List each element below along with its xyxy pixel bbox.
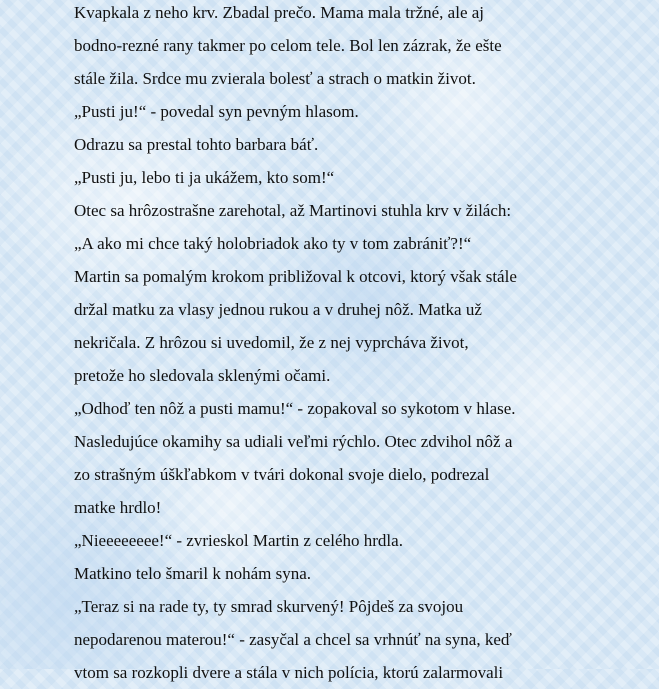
text-line: Martin sa pomalým krokom približoval k otcovi, ktorý však stále <box>74 267 517 286</box>
story-text <box>74 0 654 689</box>
text-line: „Odhoď ten nôž a pusti mamu!“ - zopakoval so sykotom v hlase. <box>74 399 516 418</box>
text-line: bodno-rezné rany takmer po celom tele. Bol len zázrak, že ešte <box>74 36 502 55</box>
text-line: zo strašným úškľabkom v tvári dokonal svoje dielo, podrezal <box>74 465 490 484</box>
text-line: „Pusti ju!“ - povedal syn pevným hlasom. <box>74 102 359 121</box>
text-line: matke hrdlo! <box>74 498 162 517</box>
text-line: „Nieeeeeeee!“ - zvrieskol Martin z celého hrdla. <box>74 531 403 550</box>
text-line: „Pusti ju, lebo ti ja ukážem, kto som!“ <box>74 168 335 187</box>
text-line: Matkino telo šmaril k nohám syna. <box>74 564 312 583</box>
text-line: Kvapkala z neho krv. Zbadal prečo. Mama mala tržné, ale aj <box>74 3 485 22</box>
text-line: „A ako mi chce taký holobriadok ako ty v tom zabrániť?!“ <box>74 234 472 253</box>
text-line: Otec sa hrôzostrašne zarehotal, až Martinovi stuhla krv v žilách: <box>74 201 512 220</box>
text-line: pretože ho sledovala sklenými očami. <box>74 366 331 385</box>
text-line: „Teraz si na rade ty, ty smrad skurvený! Pôjdeš za svojou <box>74 597 464 616</box>
text-line: nekričala. Z hrôzou si uvedomil, že z nej vyprcháva život, <box>74 333 469 352</box>
text-line: stále žila. Srdce mu zvierala bolesť a strach o matkin život. <box>74 69 476 88</box>
text-line: Nasledujúce okamihy sa udiali veľmi rýchlo. Otec zdvihol nôž a <box>74 432 513 451</box>
text-line: nepodarenou materou!“ - zasyčal a chcel sa vrhnúť na syna, keď <box>74 630 512 649</box>
text-line: držal matku za vlasy jednou rukou a v druhej nôž. Matka už <box>74 300 482 319</box>
text-line: vtom sa rozkopli dvere a stála v nich polícia, ktorú zalarmovali <box>74 663 504 682</box>
text-line: Odrazu sa prestal tohto barbara báť. <box>74 135 319 154</box>
